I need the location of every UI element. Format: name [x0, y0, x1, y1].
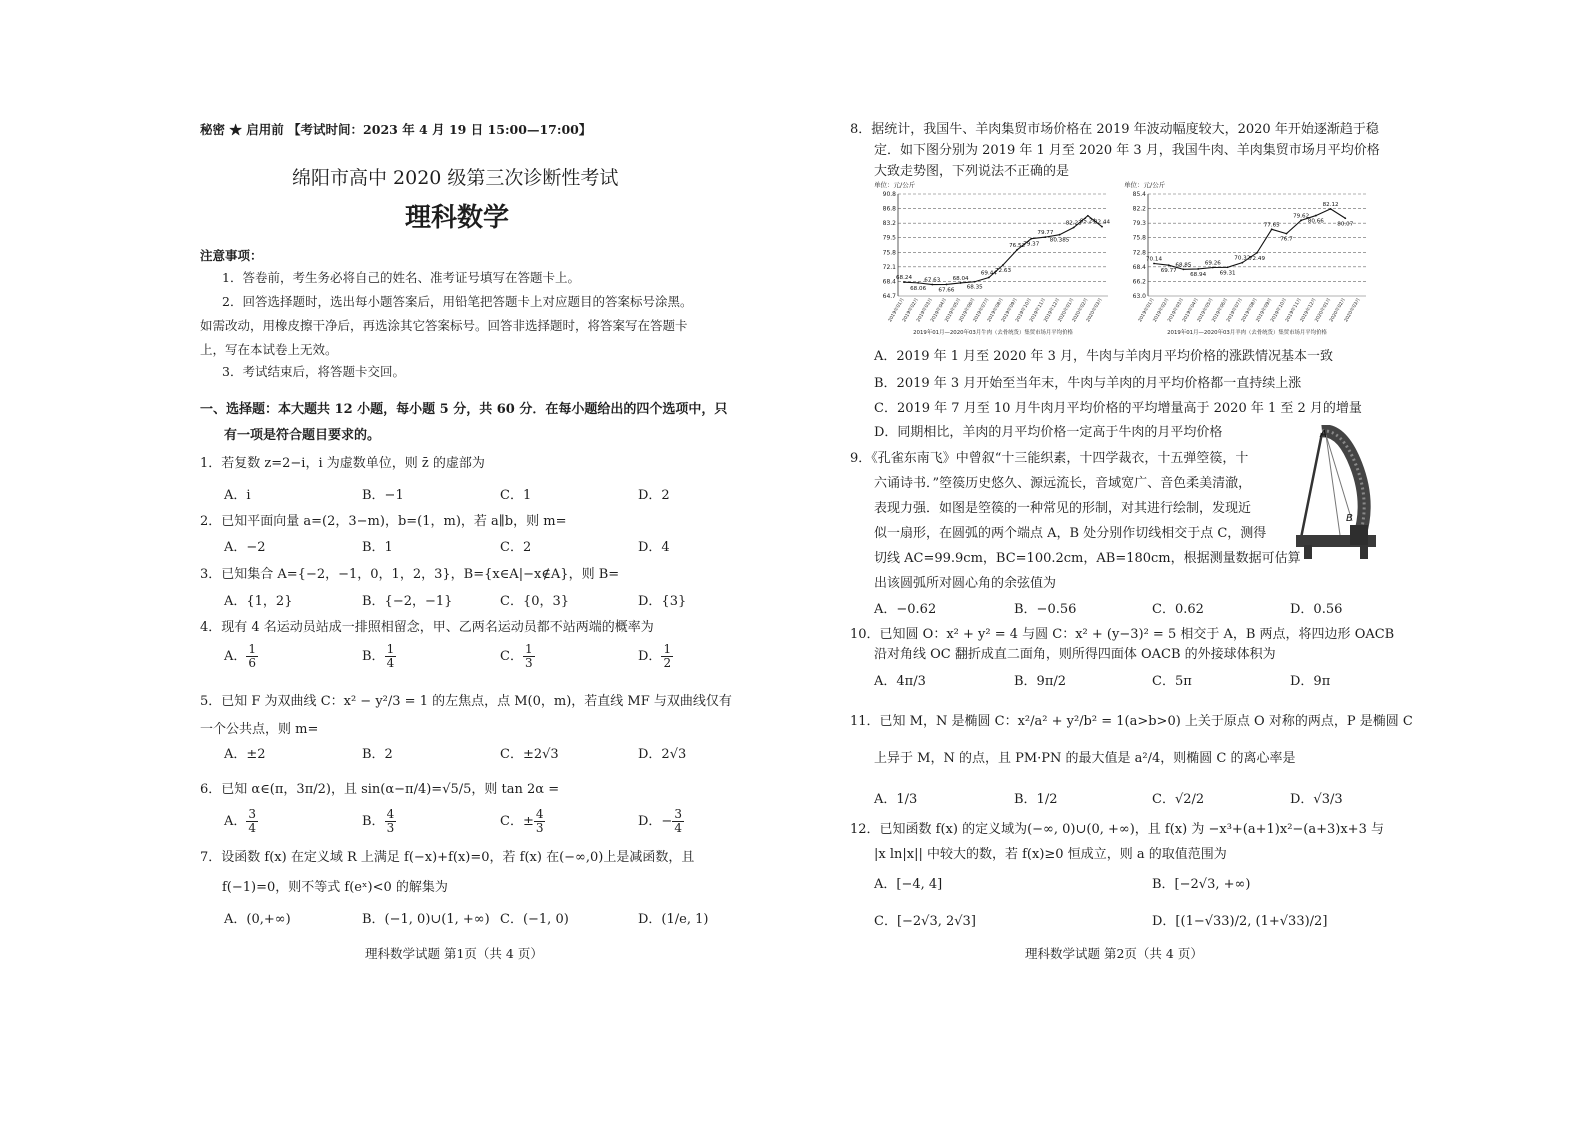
chart-y-tick: 79.3: [1132, 220, 1146, 228]
note-3: 3．考试结束后，将答题卡交回。: [222, 364, 405, 379]
chart-point: [1016, 249, 1018, 251]
q8-option-c: C．2019 年 7 月至 10 月牛肉月平均价格的平均增量高于 2020 年 1 至 2 月的增量: [874, 401, 1362, 416]
subject-title: 理科数学: [405, 203, 510, 233]
q2-option-b: B．1: [362, 540, 393, 555]
chart-x-tick: 2019年10月: [1015, 297, 1034, 324]
chart-x-tick: 2019年05月: [944, 297, 963, 324]
chart-x-tick: 2019年11月: [1285, 297, 1303, 324]
note-2-cont: 如需改动，用橡皮擦干净后，再选涂其它答案标号。回答非选择题时，将答案写在答题卡: [200, 318, 688, 333]
chart-point: [1153, 263, 1155, 265]
chart-x-tick: 2020年01月: [1057, 297, 1076, 324]
q1-option-b: B．−1: [362, 488, 404, 503]
chart-point: [1059, 234, 1061, 236]
chart-y-tick: 72.1: [882, 263, 896, 271]
chart-data-label: 68.06: [910, 285, 927, 292]
q5-stem-cont: 一个公共点，则 m=: [200, 722, 319, 737]
q6-option-b: B． $\frac{4}{3}$: [362, 807, 395, 835]
chart-x-tick: 2019年01月: [888, 297, 906, 324]
chart-point: [1241, 262, 1243, 264]
chart-x-tick: 2020年01月: [1314, 297, 1333, 324]
q1-stem: 1．若复数 z=2−i，i 为虚数单位，则 z̄ 的虚部为: [200, 456, 485, 471]
section-heading: 一、选择题：本大题共 12 小题，每小题 5 分，共 60 分．在每小题给出的四个选项中，只: [200, 402, 728, 417]
chart-y-tick: 75.8: [882, 249, 896, 257]
chart-x-tick: 2019年02月: [902, 297, 920, 324]
q3-option-d: D．{3}: [638, 594, 687, 609]
chart-x-tick: 2019年12月: [1043, 297, 1062, 324]
q1-option-c: C．1: [500, 488, 532, 503]
konghou-harp-figure: [1290, 425, 1390, 570]
q1-option-a: A．i: [224, 488, 251, 503]
note-2-end: 上，写在本试卷上无效。: [200, 342, 338, 357]
chart-point: [1315, 215, 1317, 217]
chart-data-label: 68.24: [895, 275, 913, 282]
q7-option-d: D．(1/e, 1): [638, 912, 709, 927]
chart-data-label: 69.44: [980, 270, 997, 277]
chart-point: [1212, 267, 1214, 269]
chart-point: [1087, 215, 1089, 217]
q5-stem: 5．已知 F 为双曲线 C：x² − y²/3 = 1 的左焦点，点 M(0，m)，若直线 MF 与双曲线仅有: [200, 694, 732, 709]
chart-data-label: 68.04: [952, 275, 969, 282]
chart-point: [1168, 264, 1170, 266]
chart-data-label: 79.62: [1293, 213, 1310, 220]
chart-point: [903, 281, 905, 283]
chart-point: [988, 277, 990, 279]
chart-x-tick: 2019年01月: [1138, 297, 1156, 324]
q4-option-d: D． $\frac{1}{2}$: [638, 642, 672, 670]
q6-stem: 6．已知 α∈(π，3π/2)，且 sin(α−π/4)=√5/5，则 tan 2α =: [200, 782, 560, 797]
chart-data-label: 82.12: [1322, 201, 1339, 208]
q7-stem-cont: f(−1)=0，则不等式 f(eˣ)<0 的解集为: [222, 880, 448, 895]
chart-data-label: 77.65: [1263, 222, 1280, 229]
chart-x-tick: 2019年11月: [1029, 297, 1048, 324]
q12-option-c: C．[−2√3, 2√3]: [874, 914, 976, 929]
chart-data-label: 80.07: [1337, 221, 1354, 228]
chart-data-label: 72.49: [1248, 255, 1266, 262]
chart-y-tick: 83.2: [882, 220, 896, 228]
chart-data-label: 82.44: [1093, 219, 1111, 226]
q4-option-c: C． $\frac{1}{3}$: [500, 642, 533, 670]
chart-x-tick: 2019年03月: [916, 297, 935, 324]
chart-y-tick: 90.8: [882, 191, 896, 198]
q10-option-d: D．9π: [1290, 674, 1331, 689]
q8-stem-end: 大致走势图，下列说法不正确的是: [874, 164, 1070, 179]
chart-y-tick: 72.8: [1132, 249, 1146, 257]
chart-data-label: 70.14: [1145, 256, 1163, 263]
chart-data-label: 80.385: [1049, 237, 1070, 244]
chart-x-tick: 2019年08月: [987, 297, 1005, 324]
chart-title: 2019年01月—2020年03月牛肉（去骨统货）集贸市场月平均价格: [913, 330, 1073, 336]
chart-ylabel: 单位：元/公斤: [874, 181, 916, 189]
chart-y-tick: 68.4: [1132, 263, 1146, 271]
chart-data-label: 79.37: [1023, 241, 1040, 248]
q2-option-a: A．−2: [224, 540, 266, 555]
q12-option-b: B．[−2√3, +∞): [1152, 877, 1251, 892]
chart-data-label: 69.26: [1204, 260, 1221, 267]
chart-data-label: 76.7: [1280, 236, 1293, 243]
chart-x-tick: 2020年03月: [1344, 297, 1362, 324]
q12-stem: 12．已知函数 f(x) 的定义域为(−∞, 0)∪(0, +∞)，且 f(x) 为 −x³+(a+1)x²−(a+3)x+3 与: [850, 822, 1384, 837]
chart-point: [960, 282, 962, 284]
chart-point: [1344, 217, 1346, 219]
chart-point: [1286, 233, 1288, 235]
q8-stem-cont: 定．如下图分别为 2019 年 1 月至 2020 年 3 月，我国牛肉、羊肉集贸市场月平均价格: [874, 143, 1380, 158]
point-b-label: B: [1346, 513, 1353, 524]
chart-x-tick: 2019年04月: [1182, 297, 1200, 324]
chart-x-tick: 2020年02月: [1329, 297, 1348, 324]
q4-stem: 4．现有 4 名运动员站成一排照相留念，甲、乙两名运动员都不站两端的概率为: [200, 620, 654, 635]
q7-option-c: C．(−1, 0): [500, 912, 569, 927]
q11-stem-cont: 上异于 M，N 的点，且 PM·PN 的最大值是 a²/4，则椭圆 C 的离心率是: [874, 751, 1296, 766]
chart-point: [1045, 236, 1047, 238]
chart-data-label: 80.66: [1307, 218, 1324, 225]
q9-line-2: 六诵诗书．”箜篌历史悠久、源远流长，音域宽广、音色柔美清澈，: [874, 476, 1252, 491]
chart-point: [1030, 238, 1032, 240]
q11-option-c: C．√2/2: [1152, 792, 1205, 807]
chart-x-tick: 2019年03月: [1167, 297, 1186, 324]
q10-option-c: C．5π: [1152, 674, 1192, 689]
chart-point: [974, 281, 976, 283]
chart-y-tick: 75.8: [1132, 234, 1146, 242]
q6-option-d: D．− $\frac{3}{4}$: [638, 807, 682, 835]
q5-option-c: C．±2√3: [500, 747, 559, 762]
q3-option-a: A．{1，2}: [224, 594, 293, 609]
chart-data-label: 85.24: [1079, 218, 1096, 225]
chart-x-tick: 2020年02月: [1071, 297, 1090, 324]
chart-point: [1227, 266, 1229, 268]
chart-point: [1300, 219, 1302, 221]
q9-option-c: C．0.62: [1152, 602, 1204, 617]
beef-price-chart: [872, 178, 1114, 338]
section-heading-cont: 有一项是符合题目要求的。: [224, 428, 381, 443]
chart-data-label: 69.77: [1160, 268, 1177, 275]
chart-x-tick: 2019年07月: [972, 297, 991, 324]
q3-option-c: C．{0，3}: [500, 594, 570, 609]
q7-stem: 7．设函数 f(x) 在定义域 R 上满足 f(−x)+f(x)=0，若 f(x) 在(−∞,0)上是减函数，且: [200, 850, 695, 865]
q9-line-3: 表现力强．如图是箜篌的一种常见的形制，对其进行绘制，发现近: [874, 501, 1252, 516]
q10-option-a: A．4π/3: [874, 674, 926, 689]
chart-x-tick: 2019年12月: [1299, 297, 1318, 324]
q11-option-a: A．1/3: [874, 792, 918, 807]
exam-title: 绵阳市高中 2020 级第三次诊断性考试: [292, 167, 619, 189]
chart-x-tick: 2019年06月: [1211, 297, 1230, 324]
chart-point: [1271, 228, 1273, 230]
q8-option-b: B．2019 年 3 月开始至当年末，牛肉与羊肉的月平均价格都一直持续上涨: [874, 376, 1302, 391]
chart-y-tick: 66.2: [1132, 278, 1146, 286]
chart-ylabel: 单位：元/公斤: [1124, 181, 1166, 189]
chart-point: [931, 284, 933, 286]
chart-x-tick: 2019年05月: [1196, 297, 1215, 324]
chart-point: [946, 284, 948, 286]
q2-option-c: C．2: [500, 540, 532, 555]
chart-data-label: 67.66: [938, 287, 955, 294]
q7-option-a: A．(0,+∞): [224, 912, 291, 927]
chart-x-tick: 2019年07月: [1226, 297, 1245, 324]
chart-data-label: 79.77: [1037, 230, 1054, 237]
q1-option-d: D．2: [638, 488, 670, 503]
note-2: 2．回答选择题时，选出每小题答案后，用铅笔把答题卡上对应题目的答案标号涂黑。: [222, 294, 693, 309]
chart-title: 2019年01月—2020年03月羊肉（去骨统货）集贸市场月平均价格: [1167, 330, 1327, 336]
q8-option-d: D．同期相比，羊肉的月平均价格一定高于牛肉的月平均价格: [874, 425, 1223, 440]
q8-stem: 8．据统计，我国牛、羊肉集贸市场价格在 2019 年波动幅度较大，2020 年开始逐渐趋于稳: [850, 122, 1379, 137]
right-page: [850, 0, 1413, 1123]
q12-option-d: D．[(1−√33)/2, (1+√33)/2]: [1152, 914, 1328, 929]
q3-option-b: B．{−2，−1}: [362, 594, 453, 609]
q6-option-c: C．± $\frac{4}{3}$: [500, 807, 544, 835]
chart-data-label: 76.52: [1009, 242, 1026, 249]
chart-data-label: 67.63: [924, 277, 941, 284]
chart-x-tick: 2019年10月: [1270, 297, 1289, 324]
page-footer-right: 理科数学试题 第2页（共 4 页）: [1025, 946, 1203, 961]
chart-data-label: 68.85: [1175, 262, 1192, 269]
chart-x-tick: 2020年03月: [1086, 297, 1104, 324]
note-1: 1．答卷前，考生务必将自己的姓名、准考证号填写在答题卡上。: [222, 270, 580, 285]
chart-data-label: 68.94: [1190, 271, 1207, 278]
left-page: [200, 0, 740, 1123]
chart-point: [1330, 208, 1332, 210]
q9-line-4: 似一扇形，在圆弧的两个端点 A，B 处分别作切线相交于点 C，测得: [874, 526, 1267, 541]
point-a-label: A: [1320, 429, 1327, 440]
page-footer: 理科数学试题 第1页（共 4 页）: [365, 946, 543, 961]
chart-y-tick: 68.4: [882, 278, 896, 286]
chart-point: [1002, 264, 1004, 266]
chart-x-tick: 2019年08月: [1241, 297, 1259, 324]
q3-stem: 3．已知集合 A={−2，−1，0，1，2，3}，B={x∈A|−x∉A}，则 B=: [200, 567, 620, 582]
chart-point: [1183, 268, 1185, 270]
q10-stem-cont: 沿对角线 OC 翻折成直二面角，则所得四面体 OACB 的外接球体积为: [874, 647, 1276, 662]
q9-line-5: 切线 AC=99.9cm，BC=100.2cm，AB=180cm，根据测量数据可估算: [874, 551, 1301, 566]
q11-option-b: B．1/2: [1014, 792, 1058, 807]
q9-option-d: D．0.56: [1290, 602, 1343, 617]
chart-point: [1256, 252, 1258, 254]
chart-x-tick: 2019年02月: [1152, 297, 1171, 324]
chart-point: [1197, 268, 1199, 270]
chart-x-tick: 2019年09月: [1001, 297, 1019, 324]
q12-stem-cont: |x ln|x|| 中较大的数，若 f(x)≥0 恒成立，则 a 的取值范围为: [874, 847, 1227, 862]
chart-point: [1073, 227, 1075, 229]
q5-option-d: D．2√3: [638, 747, 687, 762]
q5-option-b: B．2: [362, 747, 393, 762]
q9-option-b: B．−0.56: [1014, 602, 1077, 617]
q8-option-a: A．2019 年 1 月至 2020 年 3 月，牛肉与羊肉月平均价格的涨跌情况基本一致: [874, 349, 1334, 364]
chart-y-tick: 86.8: [882, 205, 896, 213]
q5-option-a: A．±2: [224, 747, 266, 762]
q12-option-a: A．[−4, 4]: [874, 877, 943, 892]
q6-option-a: A． $\frac{3}{4}$: [224, 807, 257, 835]
chart-data-label: 82.23: [1065, 220, 1082, 227]
mutton-price-chart: [1122, 178, 1372, 338]
notes-title: 注意事项：: [200, 248, 263, 263]
q7-option-b: B．(−1, 0)∪(1, +∞): [362, 912, 490, 927]
chart-point: [917, 282, 919, 284]
chart-data-label: 72.63: [994, 268, 1012, 275]
exam-header: 秘密 ★ 启用前 【考试时间：2023 年 4 月 19 日 15:00—17:00】: [200, 122, 592, 137]
q10-stem: 10．已知圆 O：x² + y² = 4 与圆 C：x² + (y−3)² = 5 相交于 A，B 两点，将四边形 OACB: [850, 627, 1395, 642]
q2-option-d: D．4: [638, 540, 670, 555]
q9-line-6: 出该圆弧所对圆心角的余弦值为: [874, 576, 1057, 591]
chart-x-tick: 2019年04月: [930, 297, 949, 324]
chart-data-label: 68.35: [966, 284, 983, 291]
q4-option-a: A． $\frac{1}{6}$: [224, 642, 257, 670]
q10-option-b: B．9π/2: [1014, 674, 1067, 689]
q9-line-1: 9．《孔雀东南飞》中曾叙“十三能织素，十四学裁衣，十五弹箜篌，十: [850, 451, 1249, 466]
q11-stem: 11．已知 M，N 是椭圆 C：x²/a² + y²/b² = 1(a>b>0) 上关于原点 O 对称的两点，P 是椭圆 C: [850, 714, 1413, 729]
chart-x-tick: 2019年09月: [1255, 297, 1274, 324]
chart-data-label: 70.32: [1234, 255, 1251, 262]
chart-data-label: 69.31: [1219, 270, 1236, 277]
q2-stem: 2．已知平面向量 a=(2，3−m)，b=(1，m)，若 a∥b，则 m=: [200, 514, 567, 529]
q11-option-d: D．√3/3: [1290, 792, 1343, 807]
chart-y-tick: 82.2: [1132, 205, 1146, 213]
chart-y-tick: 85.4: [1132, 191, 1146, 198]
chart-point: [1101, 226, 1103, 228]
chart-y-tick: 79.5: [882, 234, 896, 242]
chart-y-tick: 64.7: [882, 293, 896, 300]
q4-option-b: B． $\frac{1}{4}$: [362, 642, 395, 670]
chart-y-tick: 63.0: [1132, 293, 1146, 300]
chart-x-tick: 2019年06月: [958, 297, 977, 324]
q9-option-a: A．−0.62: [874, 602, 937, 617]
